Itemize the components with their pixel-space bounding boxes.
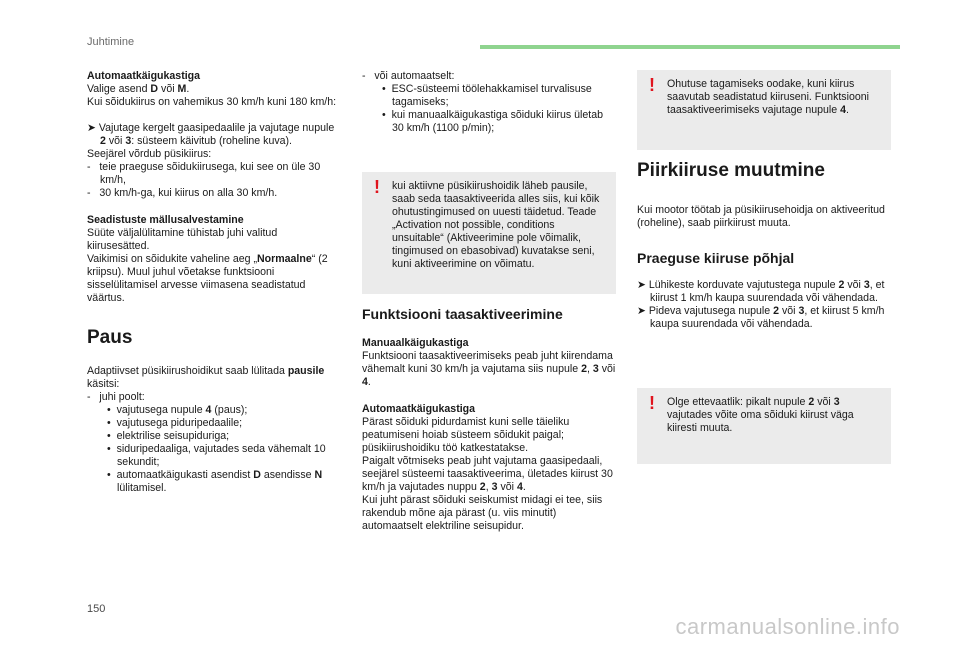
warning-icon: ! — [649, 75, 655, 95]
reactivation-heading: Funktsiooni taasaktiveerimine — [362, 306, 563, 322]
manual-text: Funktsiooni taasaktiveerimiseks peab juht kiirendama vähemalt kuni 30 km/h ja vajutama siis nupule 2, 3 või 4. — [362, 350, 616, 388]
then-text: Seejärel võrdub püsikiirus: — [87, 148, 212, 160]
warning-icon: ! — [649, 393, 655, 413]
paus-heading: Paus — [87, 327, 133, 348]
memory-title: Seadistuste mällusalvestamine — [87, 214, 244, 226]
pause-warning-text: kui aktiivne püsikiirushoidik läheb pausile, saab seda taasaktiveerida alles siis, kui kõik ohutustingimused on uuesti täidetud. Teade „Activation not possible, conditions unsuitable“ (Aktiveerimine pole võimalik, tingimused on ebasobivad) kuvatakse seni, kuni aktiveerimine on võimatu. — [392, 180, 600, 270]
dash-item-1: - teie praeguse sõidukiirusega, kui see on üle 30 km/h, — [87, 161, 321, 186]
memory-text: Süüte väljalülitamine tühistab juhi valitud kiirusesätted. Vaikimisi on sõidukite vaheline aeg „Normaalne“ (2 kriipsu). Muul juhul võetakse funktsiooni sisselülitamisel arvesse viimasena seadistatud väärtus. — [87, 227, 328, 304]
auto-select-text: Valige asend D või M. — [87, 83, 190, 95]
paus-item: • siduripedaaliga, vajutades seda vähemalt 10 sekundit; — [107, 443, 326, 468]
section-header: Juhtimine — [87, 36, 135, 48]
auto-title-2: Automaatkäigukastiga — [362, 403, 476, 415]
auto-item: • kui manuaalkäigukastiga sõiduki kiirus ületab 30 km/h (1100 p/min); — [382, 109, 604, 134]
dash-item-2: - 30 km/h-ga, kui kiirus on alla 30 km/h. — [87, 187, 278, 199]
pause-warning-box — [362, 172, 616, 294]
left-column — [87, 70, 342, 495]
auto-dash: - või automaatselt: — [362, 70, 455, 82]
paus-item: • vajutusega nupule 4 (paus); — [107, 404, 248, 416]
current-item: ➤ Pideva vajutusega nupule 2 või 3, et kiirust 5 km/h kaupa suurendada või vähendada. — [637, 305, 885, 330]
reactivation-warning-box — [637, 70, 891, 150]
reactivation-warning-text: Ohutuse tagamiseks oodake, kuni kiirus saavutab seadistatud kiiruseni. Funktsiooni taasaktiveerimiseks vajutage nupule 4. — [667, 78, 869, 116]
paus-item: • vajutusega piduripedaalile; — [107, 417, 243, 429]
manual-title: Manuaalkäigukastiga — [362, 337, 469, 349]
caution-warning-text: Olge ettevaatlik: pikalt nupule 2 või 3 vajutades võite oma sõiduki kiirust väga kiiresti muuta. — [667, 396, 854, 434]
paus-item: • elektrilise seisupiduriga; — [107, 430, 230, 442]
arrow-icon: ➤ — [637, 279, 646, 291]
paus-item: • automaatkäigukasti asendist D asendisse N lülitamisel. — [107, 469, 323, 494]
warning-icon: ! — [374, 177, 380, 197]
paus-intro: Adaptiivset püsikiirushoidikut saab lülitada pausile käsitsi: — [87, 365, 325, 390]
paus-dash: - juhi poolt: — [87, 391, 145, 403]
caution-warning-box — [637, 388, 891, 464]
header-accent-bar — [480, 45, 900, 49]
limit-section — [637, 160, 891, 331]
reactivation-section — [362, 306, 616, 533]
current-item: ➤ Lühikeste korduvate vajutustega nupule 2 või 3, et kiirust 1 km/h kaupa suurendada või vähendada. — [637, 279, 885, 304]
auto-gearbox-title: Automaatkäigukastiga — [87, 70, 201, 82]
middle-column — [362, 70, 616, 135]
limit-text: Kui mootor töötab ja püsikiirusehoidja on aktiveeritud (roheline), saab piirkiirust muuta. — [637, 204, 885, 229]
arrow-icon: ➤ — [87, 122, 96, 134]
page-number: 150 — [87, 603, 106, 615]
current-speed-heading: Praeguse kiiruse põhjal — [637, 250, 795, 266]
activation-bullet: ➤ Vajutage kergelt gaasipedaalile ja vajutage nupule 2 või 3: süsteem käivitub (roheline kuva). — [87, 122, 335, 147]
limit-heading: Piirkiiruse muutmine — [637, 160, 825, 181]
watermark: carmanualsonline.info — [675, 614, 900, 639]
auto-item: • ESC-süsteemi töölehakkamisel turvalisuse tagamiseks; — [382, 83, 592, 108]
auto-speed-range: Kui sõidukiirus on vahemikus 30 km/h kuni 180 km/h: — [87, 96, 337, 108]
arrow-icon: ➤ — [637, 305, 646, 317]
auto-text-2: Pärast sõiduki pidurdamist kuni selle täieliku peatumiseni hoiab süsteem sõidukit paigal; püsikiirushoidiku töö katkestatakse. Paigalt võtmiseks peab juht vajutama gaasipedaali, seejärel süsteemi taasaktiveerima, ületades kiirust 30 km/h ja vajutades nuppu 2, 3 või 4. Kui juht pärast sõiduki seiskumist midagi ei tee, siis rakendub mõne aja pärast (u. viis minutit) automaatselt elektriline seisupidur. — [362, 416, 613, 532]
